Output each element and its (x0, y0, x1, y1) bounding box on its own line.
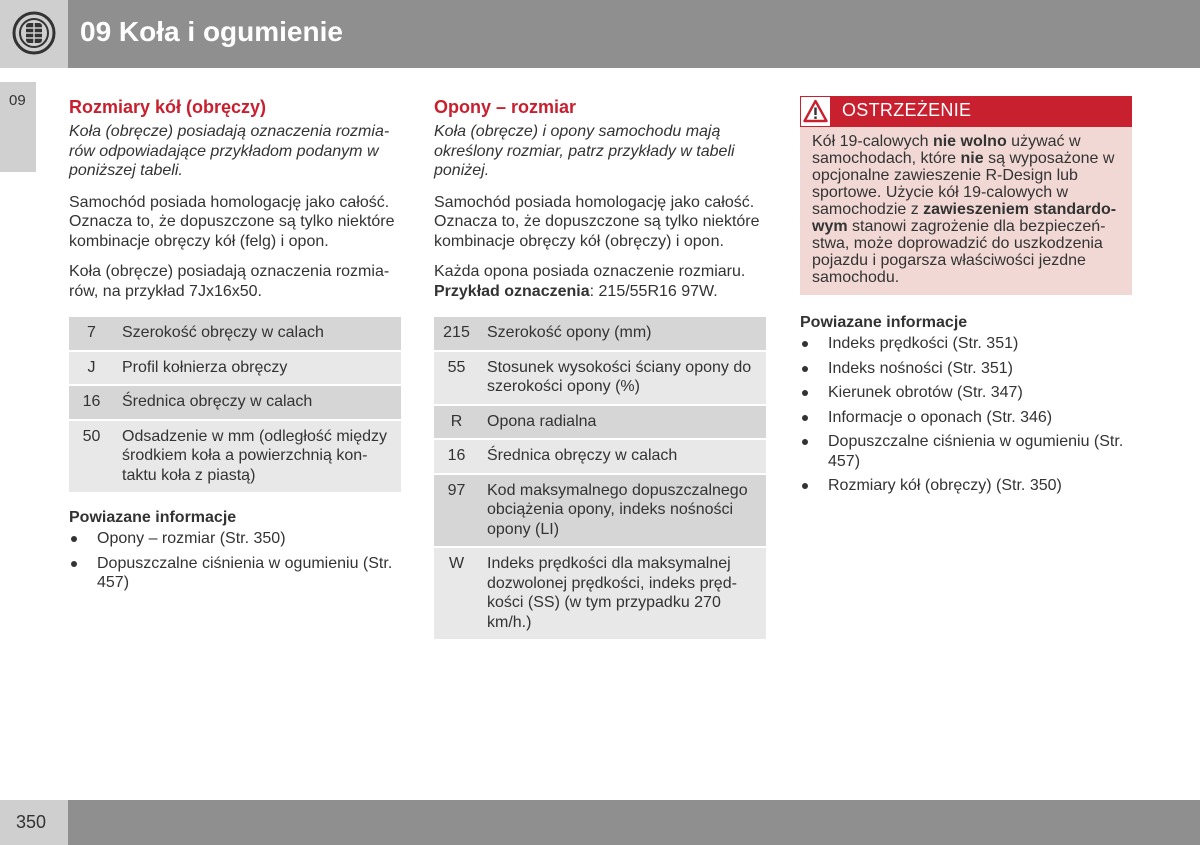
column-warning (800, 96, 1132, 501)
warning-text (800, 127, 1132, 295)
table-cell-desc: Stosunek wysokości ściany opony do szerokości opony (%) (479, 352, 766, 404)
table-cell-code: 16 (69, 386, 114, 419)
column-wheel-sizes (69, 96, 401, 598)
related-info-list (800, 334, 1132, 496)
tire-size-table (434, 315, 766, 641)
table-cell-code: R (434, 406, 479, 439)
table-cell-code: W (434, 548, 479, 639)
warning-text-part: stanowi zagrożenie dla bezpieczeń-stwa, może doprowadzić do uszkodzenia pojazdu i pogarsza właściwości jezdne samochodu. (812, 218, 1106, 286)
warning-text-emphasis: nie wolno (932, 133, 1007, 150)
chapter-title: 09 Koła i ogumienie (80, 16, 343, 47)
section-intro: Koła (obręcze) posiadają oznaczenia rozmia-rów odpowiadające przykładom podanym w poniższej tabeli. (69, 123, 390, 179)
related-link[interactable]: Dopuszczalne ciśnienia w ogumieniu (Str. 457) (69, 554, 401, 593)
related-link[interactable]: Kierunek obrotów (Str. 347) (800, 383, 1132, 403)
related-info-heading: Powiazane informacje (69, 509, 237, 526)
column-tire-size (434, 96, 766, 641)
related-link[interactable]: Dopuszczalne ciśnienia w ogumieniu (Str. 457) (800, 432, 1132, 471)
table-cell-desc: Profil kołnierza obręczy (114, 352, 401, 385)
table-row (434, 352, 766, 404)
table-cell-code: J (69, 352, 114, 385)
table-cell-desc: Średnica obręczy w calach (479, 440, 766, 473)
warning-icon-box (801, 97, 830, 126)
related-link[interactable]: Opony – rozmiar (Str. 350) (69, 529, 401, 549)
paragraph-text: Każda opona posiada oznaczenie rozmiaru. (434, 263, 746, 280)
table-cell-desc: Szerokość opony (mm) (479, 317, 766, 350)
paragraph: Koła (obręcze) posiadają oznaczenia rozmia-rów, na przykład 7Jx16x50. (69, 263, 390, 300)
related-info-heading: Powiazane informacje (800, 314, 968, 331)
table-cell-desc: Kod maksymalnego dopuszczalnego obciążenia opony, indeks nośności opony (LI) (479, 475, 766, 547)
wheel-icon (12, 11, 56, 55)
chapter-side-tab (0, 82, 36, 172)
table-row (434, 440, 766, 473)
page-number-box (0, 800, 68, 845)
table-cell-code: 50 (69, 421, 114, 493)
related-link[interactable]: Rozmiary kół (obręczy) (Str. 350) (800, 476, 1132, 496)
warning-text-part: są wyposażone w opcjonalne zawieszenie R-Design lub sportowe. Użycie kół 19-calowych w samochodzie z (812, 150, 1115, 218)
page-header (0, 0, 1200, 68)
table-row (434, 475, 766, 547)
table-cell-desc: Opona radialna (479, 406, 766, 439)
table-row (69, 421, 401, 493)
header-icon-box (0, 0, 68, 68)
table-row (69, 386, 401, 419)
paragraph (434, 262, 766, 301)
table-row (434, 548, 766, 639)
warning-text-emphasis: nie (960, 150, 984, 167)
table-cell-code: 97 (434, 475, 479, 547)
related-link[interactable]: Indeks nośności (Str. 351) (800, 359, 1132, 379)
table-row (434, 317, 766, 350)
related-link[interactable]: Informacje o oponach (Str. 346) (800, 408, 1132, 428)
warning-text-part: Kół 19-calowych (812, 133, 933, 150)
table-row (434, 406, 766, 439)
table-cell-code: 215 (434, 317, 479, 350)
page-number: 350 (16, 812, 47, 832)
related-link[interactable]: Indeks prędkości (Str. 351) (800, 334, 1132, 354)
table-cell-code: 16 (434, 440, 479, 473)
related-info-list (69, 529, 401, 593)
table-row (69, 352, 401, 385)
warning-title: OSTRZEŻENIE (842, 100, 972, 120)
section-intro: Koła (obręcze) i opony samochodu mają określony rozmiar, patrz przykłady w tabeli poniżej. (434, 123, 735, 179)
warning-box (800, 96, 1132, 295)
table-cell-desc: Szerokość obręczy w calach (114, 317, 401, 350)
table-cell-desc: Indeks prędkości dla maksymalnej dozwolonej prędkości, indeks pręd-kości (SS) (w tym przypadku 270 km/h.) (479, 548, 766, 639)
example-value: : 215/55R16 97W. (589, 282, 718, 300)
section-heading: Rozmiary kół (obręczy) (69, 97, 267, 117)
table-cell-code: 55 (434, 352, 479, 404)
table-row (69, 317, 401, 350)
section-heading: Opony – rozmiar (434, 97, 577, 117)
warning-triangle-icon (803, 99, 828, 124)
warning-text-emphasis: zawieszeniem standardo-wym (812, 201, 1117, 235)
table-cell-desc: Odsadzenie w mm (odległość między środkiem koła a powierzchnią kon-taktu koła z piastą) (114, 421, 401, 493)
rim-size-table (69, 315, 401, 494)
table-cell-desc: Średnica obręczy w calach (114, 386, 401, 419)
chapter-side-tab-label: 09 (9, 92, 26, 109)
paragraph: Samochód posiada homologację jako całość. Oznacza to, że dopuszczone są tylko niektóre kombinacje obręczy kół (obręczy) i opon. (434, 193, 760, 250)
paragraph: Samochód posiada homologację jako całość. Oznacza to, że dopuszczone są tylko niektóre kombinacje obręczy kół (felg) i opon. (69, 193, 395, 250)
table-cell-code: 7 (69, 317, 114, 350)
example-label: Przykład oznaczenia (434, 282, 590, 300)
page-footer (0, 800, 1200, 845)
warning-header (800, 96, 1132, 127)
warning-text-part: używać w samochodach, które (812, 133, 1081, 167)
